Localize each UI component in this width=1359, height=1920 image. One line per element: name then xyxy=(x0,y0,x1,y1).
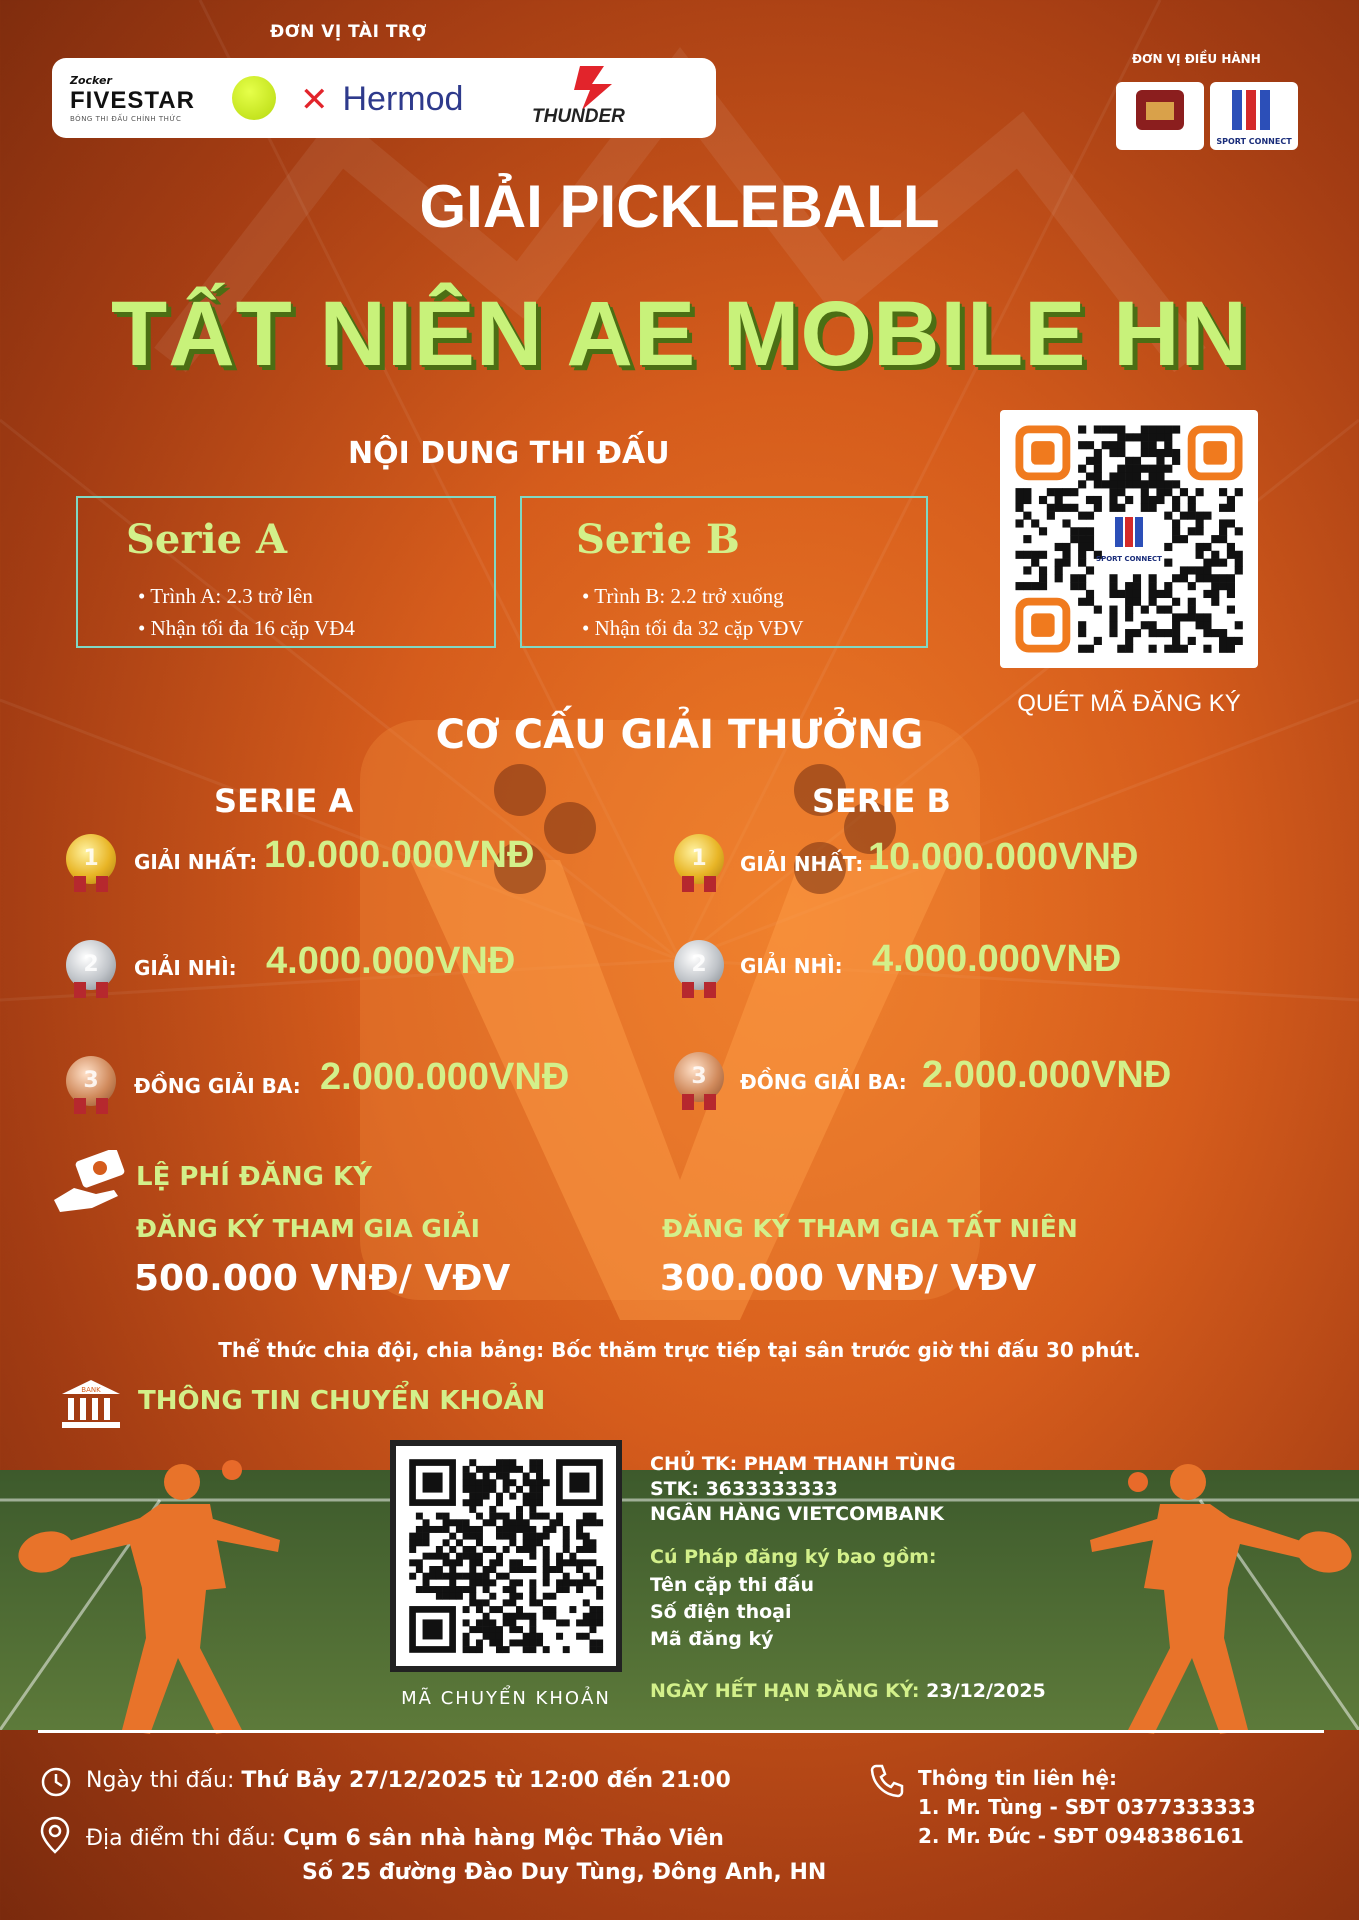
transfer-qr-label: MÃ CHUYỂN KHOẢN xyxy=(401,1688,611,1709)
prize-amount: 10.000.000VNĐ xyxy=(868,836,1139,878)
prize-label: GIẢI NHẤT: xyxy=(134,850,258,874)
operator-logo-1 xyxy=(1116,82,1204,150)
fee-label: ĐĂNG KÝ THAM GIA TẤT NIÊN xyxy=(662,1214,1078,1243)
divider xyxy=(38,1730,1324,1733)
hermod-logo: ✕ Hermod xyxy=(300,79,464,120)
prize-amount: 4.000.000VNĐ xyxy=(266,940,516,982)
prize-amount: 2.000.000VNĐ xyxy=(320,1056,570,1098)
serie-b-item: • Nhận tối đa 32 cặp VĐV xyxy=(582,612,804,644)
silver-medal-icon: 2 xyxy=(674,940,724,990)
syntax-item: Số điện thoại xyxy=(650,1601,792,1623)
content-section-title: NỘI DUNG THI ĐẤU xyxy=(348,436,670,471)
prize-label: GIẢI NHẤT: xyxy=(740,852,864,876)
bank-section-title: THÔNG TIN CHUYỂN KHOẢN xyxy=(138,1386,546,1416)
serie-a-name: Serie A xyxy=(126,516,288,563)
venue-line1: Cụm 6 sân nhà hàng Mộc Thảo Viên xyxy=(283,1826,724,1851)
fee-label: ĐĂNG KÝ THAM GIA GIẢI xyxy=(136,1214,480,1243)
thunder-mark-icon xyxy=(522,62,672,112)
bank-icon xyxy=(60,1378,122,1430)
prize-amount: 10.000.000VNĐ xyxy=(264,834,535,876)
account-number: STK: 3633333333 xyxy=(650,1478,838,1500)
event-title-line2: TẤT NIÊN AE MOBILE HN xyxy=(111,283,1248,385)
player-silhouette-left xyxy=(10,1448,310,1738)
syntax-item: Mã đăng ký xyxy=(650,1628,774,1650)
match-date-label: Ngày thi đấu: xyxy=(86,1768,235,1793)
match-date xyxy=(86,1768,731,1793)
match-date-value: Thứ Bảy 27/12/2025 từ 12:00 đến 21:00 xyxy=(241,1768,731,1793)
contact-info xyxy=(918,1764,1256,1851)
syntax-title: Cú Pháp đăng ký bao gồm: xyxy=(650,1546,937,1568)
phone-icon xyxy=(868,1762,906,1800)
venue-address xyxy=(302,1860,826,1885)
silver-medal-icon: 2 xyxy=(66,940,116,990)
fee-value: 300.000 VNĐ/ VĐV xyxy=(660,1258,1037,1299)
fee-value: 500.000 VNĐ/ VĐV xyxy=(134,1258,511,1299)
serie-a-box xyxy=(76,496,496,648)
fee-section-title: LỆ PHÍ ĐĂNG KÝ xyxy=(136,1162,372,1192)
svg-text:SPORT CONNECT: SPORT CONNECT xyxy=(1096,555,1162,563)
prize-label: ĐỒNG GIẢI BA: xyxy=(740,1070,907,1094)
deadline-label: NGÀY HẾT HẠN ĐĂNG KÝ: xyxy=(650,1680,920,1702)
serie-a-item: • Nhận tối đa 16 cặp VĐ4 xyxy=(138,612,355,644)
prize-column-heading-b: SERIE B xyxy=(812,782,951,820)
svg-text:BANK: BANK xyxy=(81,1386,101,1394)
event-title-line1: GIẢI PICKLEBALL xyxy=(419,173,940,240)
player-silhouette-right xyxy=(1060,1448,1359,1738)
bank-account-info xyxy=(650,1452,956,1527)
clock-icon xyxy=(40,1766,72,1798)
deadline-value: 23/12/2025 xyxy=(926,1680,1046,1702)
sponsor-title: ĐƠN VỊ TÀI TRỢ xyxy=(270,22,427,42)
thunder-logo: THUNDER xyxy=(522,62,672,136)
prize-section-title: CƠ CẤU GIẢI THƯỞNG xyxy=(435,712,924,758)
contact-item: 1. Mr. Tùng - SĐT 0377333333 xyxy=(918,1795,1256,1819)
syntax-list xyxy=(650,1572,814,1653)
sponsor-logos-panel xyxy=(52,58,716,138)
venue-label: Địa điểm thi đấu: xyxy=(86,1826,277,1851)
prize-label: ĐỒNG GIẢI BA: xyxy=(134,1074,301,1098)
money-hand-icon xyxy=(52,1150,130,1216)
prize-column-heading-a: SERIE A xyxy=(214,782,354,820)
serie-b-item: • Trình B: 2.2 trở xuống xyxy=(582,580,804,612)
syntax-item: Tên cặp thi đấu xyxy=(650,1574,815,1596)
gold-medal-icon: 1 xyxy=(66,834,116,884)
deadline xyxy=(650,1680,1046,1702)
register-qr-label: QUÉT MÃ ĐĂNG KÝ xyxy=(1017,690,1241,717)
contact-title: Thông tin liên hệ: xyxy=(918,1766,1118,1790)
pickleball-icon xyxy=(232,76,276,120)
location-pin-icon xyxy=(40,1816,70,1856)
venue xyxy=(86,1826,724,1851)
gold-medal-icon: 1 xyxy=(674,834,724,884)
bronze-medal-icon: 3 xyxy=(66,1056,116,1106)
fivestar-logo: Zocker FIVESTAR BÓNG THI ĐẤU CHÍNH THỨC xyxy=(70,74,195,123)
prize-amount: 4.000.000VNĐ xyxy=(872,938,1122,980)
prize-amount: 2.000.000VNĐ xyxy=(922,1054,1172,1096)
register-qr-code[interactable] xyxy=(1000,410,1258,668)
venue-line2: Số 25 đường Đào Duy Tùng, Đông Anh, HN xyxy=(302,1860,827,1885)
bronze-medal-icon: 3 xyxy=(674,1052,724,1102)
serie-a-item: • Trình A: 2.3 trở lên xyxy=(138,580,355,612)
operator-title: ĐƠN VỊ ĐIỀU HÀNH xyxy=(1132,52,1261,66)
transfer-qr-code[interactable] xyxy=(390,1440,622,1672)
serie-b-name: Serie B xyxy=(576,516,740,563)
operator-logo-sport-connect xyxy=(1210,82,1298,150)
draw-rule-text: Thể thức chia đội, chia bảng: Bốc thăm trực tiếp tại sân trước giờ thi đấu 30 phút. xyxy=(218,1338,1141,1362)
serie-b-box xyxy=(520,496,928,648)
prize-label: GIẢI NHÌ: xyxy=(740,954,843,978)
hermod-mark-icon: ✕ xyxy=(300,79,329,120)
svg-text:SPORT CONNECT: SPORT CONNECT xyxy=(1216,137,1292,146)
contact-item: 2. Mr. Đức - SĐT 0948386161 xyxy=(918,1824,1244,1848)
prize-label: GIẢI NHÌ: xyxy=(134,956,237,980)
bank-name: NGÂN HÀNG VIETCOMBANK xyxy=(650,1503,944,1525)
account-owner: CHỦ TK: PHẠM THANH TÙNG xyxy=(650,1453,956,1475)
